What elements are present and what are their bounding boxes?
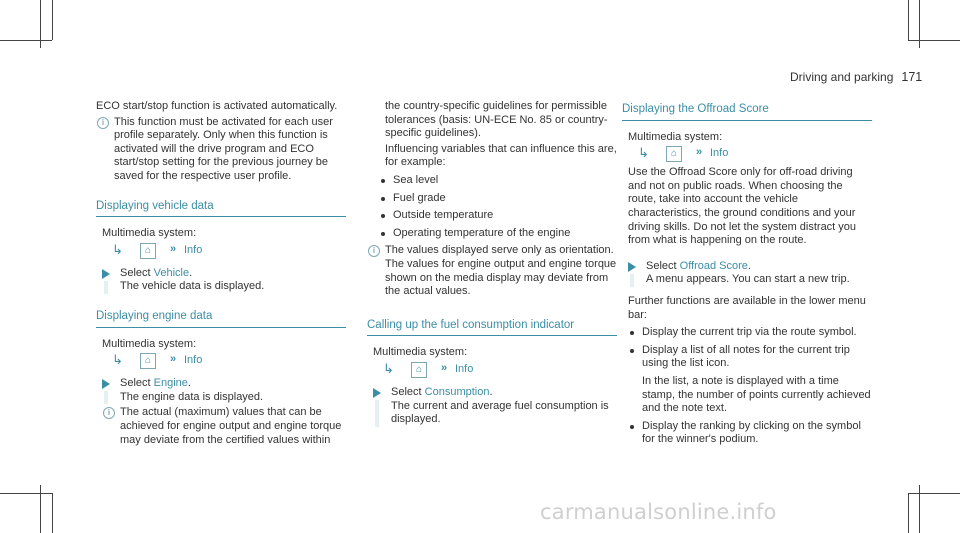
step-result: A menu appears. You can start a new trip.	[646, 273, 850, 286]
list-item: Display the ranking by clicking on the symbol for the winner's podium.	[630, 420, 872, 447]
list-item: Outside temperature	[381, 209, 617, 223]
menu-link-engine[interactable]: Engine	[153, 377, 188, 390]
crop-mark	[52, 0, 53, 40]
step-result: The current and average fuel consumption is displayed.	[391, 399, 609, 426]
path-arrow-icon: ↳	[112, 352, 123, 368]
page-header	[790, 70, 923, 84]
menu-path	[383, 362, 617, 378]
home-icon: ⌂	[411, 362, 427, 378]
intro-text: ECO start/stop function is activated automatically.	[96, 100, 338, 112]
influence-text: Influencing variables that can influence this are, for example:	[385, 142, 617, 169]
page-number: 171	[901, 70, 923, 84]
list-item-detail: In the list, a note is displayed with a time stamp, the number of points currently achieved and the note text.	[642, 374, 871, 415]
path-info-label: Info	[184, 243, 203, 256]
bullet-list	[367, 174, 617, 240]
note-text: The actual (maximum) values that can be achieved for engine output and engine torque may deviate from the certified values within	[120, 406, 342, 446]
step-prefix: Select	[391, 385, 425, 398]
procedure-block	[367, 346, 617, 426]
list-item: Operating temperature of the engine	[381, 227, 617, 241]
step-item	[373, 386, 617, 427]
path-info-label: Info	[184, 354, 203, 367]
home-icon: ⌂	[666, 146, 682, 162]
step-bar	[104, 391, 108, 404]
note-block	[102, 406, 346, 447]
step-item	[628, 260, 872, 287]
list-item: Display the current trip via the route symbol.	[630, 326, 872, 340]
list-item: Fuel grade	[381, 192, 617, 206]
list-item	[630, 344, 872, 416]
procedure-block	[96, 338, 346, 448]
step-bar	[630, 274, 634, 287]
crop-mark	[908, 40, 960, 41]
description-text: Use the Offroad Score only for off-road driving and not on public roads. When choosing the route, take into account the vehicle characteristics, the ground conditions and your driving skills. Do not let the system distract you from what is happening on the route.	[628, 166, 857, 247]
note-text: This function must be activated for each user profile separately. Only when this function is activated will the drive program and ECO start/stop setting for the previous journey be saved for the respective user profile.	[114, 115, 333, 182]
menu-link-consumption[interactable]: Consumption	[424, 385, 490, 398]
section-title: Driving and parking	[790, 70, 894, 84]
further-text: Further functions are available in the lower menu bar:	[628, 294, 866, 321]
step-suffix: .	[189, 266, 193, 279]
path-info-label: Info	[710, 147, 729, 160]
menu-path	[112, 353, 346, 369]
double-chevron-icon: »	[441, 361, 448, 374]
double-chevron-icon: »	[170, 353, 177, 366]
home-icon: ⌂	[140, 243, 156, 259]
section-heading: Displaying engine data	[96, 310, 346, 328]
double-chevron-icon: »	[170, 242, 177, 255]
step-suffix: .	[747, 259, 751, 272]
info-icon: i	[103, 407, 115, 419]
watermark: carmanualsonline.info	[540, 500, 777, 524]
step-triangle-icon	[373, 388, 381, 398]
step-item	[102, 267, 346, 294]
step-prefix: Select	[120, 377, 154, 390]
procedure-block	[622, 131, 872, 447]
column-1	[96, 100, 346, 447]
column-2	[367, 100, 617, 427]
info-icon: i	[368, 245, 380, 257]
home-icon: ⌂	[140, 353, 156, 369]
crop-mark	[908, 493, 960, 494]
step-result: The vehicle data is displayed.	[120, 280, 265, 293]
double-chevron-icon: »	[696, 146, 703, 159]
step-suffix: .	[489, 385, 493, 398]
menu-path	[112, 243, 346, 259]
crop-mark	[908, 0, 909, 40]
step-prefix: Select	[646, 259, 680, 272]
section-heading: Displaying vehicle data	[96, 200, 346, 218]
procedure-block	[96, 227, 346, 294]
bullet-list	[628, 326, 872, 447]
step-triangle-icon	[628, 262, 636, 272]
crop-mark	[0, 493, 52, 494]
step-result: The engine data is displayed.	[120, 390, 264, 403]
step-item	[102, 377, 346, 404]
multimedia-label: Multimedia system:	[373, 346, 468, 359]
note-block	[96, 116, 346, 184]
multimedia-label: Multimedia system:	[102, 227, 197, 240]
column-3	[622, 103, 872, 451]
step-triangle-icon	[102, 269, 110, 279]
note-block	[367, 244, 617, 298]
path-info-label: Info	[455, 362, 474, 375]
list-item-text: Display a list of all notes for the current trip using the list icon.	[642, 343, 850, 370]
section-heading: Calling up the fuel consumption indicator	[367, 319, 617, 337]
note-continuation: the country-specific guidelines for permissible tolerances (basis: UN-ECE No. 85 or country-specific guidelines).	[385, 100, 608, 140]
step-prefix: Select	[120, 266, 154, 279]
path-arrow-icon: ↳	[112, 241, 123, 257]
step-bar	[104, 281, 108, 294]
step-bar	[375, 400, 379, 427]
list-item: Sea level	[381, 174, 617, 188]
menu-path	[638, 146, 872, 162]
step-triangle-icon	[102, 379, 110, 389]
note-text: The values displayed serve only as orientation. The values for engine output and engine torque shown on the media display may deviate from the actual values.	[385, 244, 617, 298]
multimedia-label: Multimedia system:	[628, 130, 723, 143]
menu-link-offroad-score[interactable]: Offroad Score	[679, 259, 748, 272]
multimedia-label: Multimedia system:	[102, 337, 197, 350]
crop-mark	[52, 493, 53, 533]
section-heading: Displaying the Offroad Score	[622, 103, 872, 121]
crop-mark	[0, 40, 52, 41]
path-arrow-icon: ↳	[383, 360, 394, 376]
info-icon: i	[97, 117, 109, 129]
path-arrow-icon: ↳	[638, 145, 649, 161]
crop-mark	[908, 493, 909, 533]
step-suffix: .	[187, 377, 191, 390]
menu-link-vehicle[interactable]: Vehicle	[153, 266, 190, 279]
